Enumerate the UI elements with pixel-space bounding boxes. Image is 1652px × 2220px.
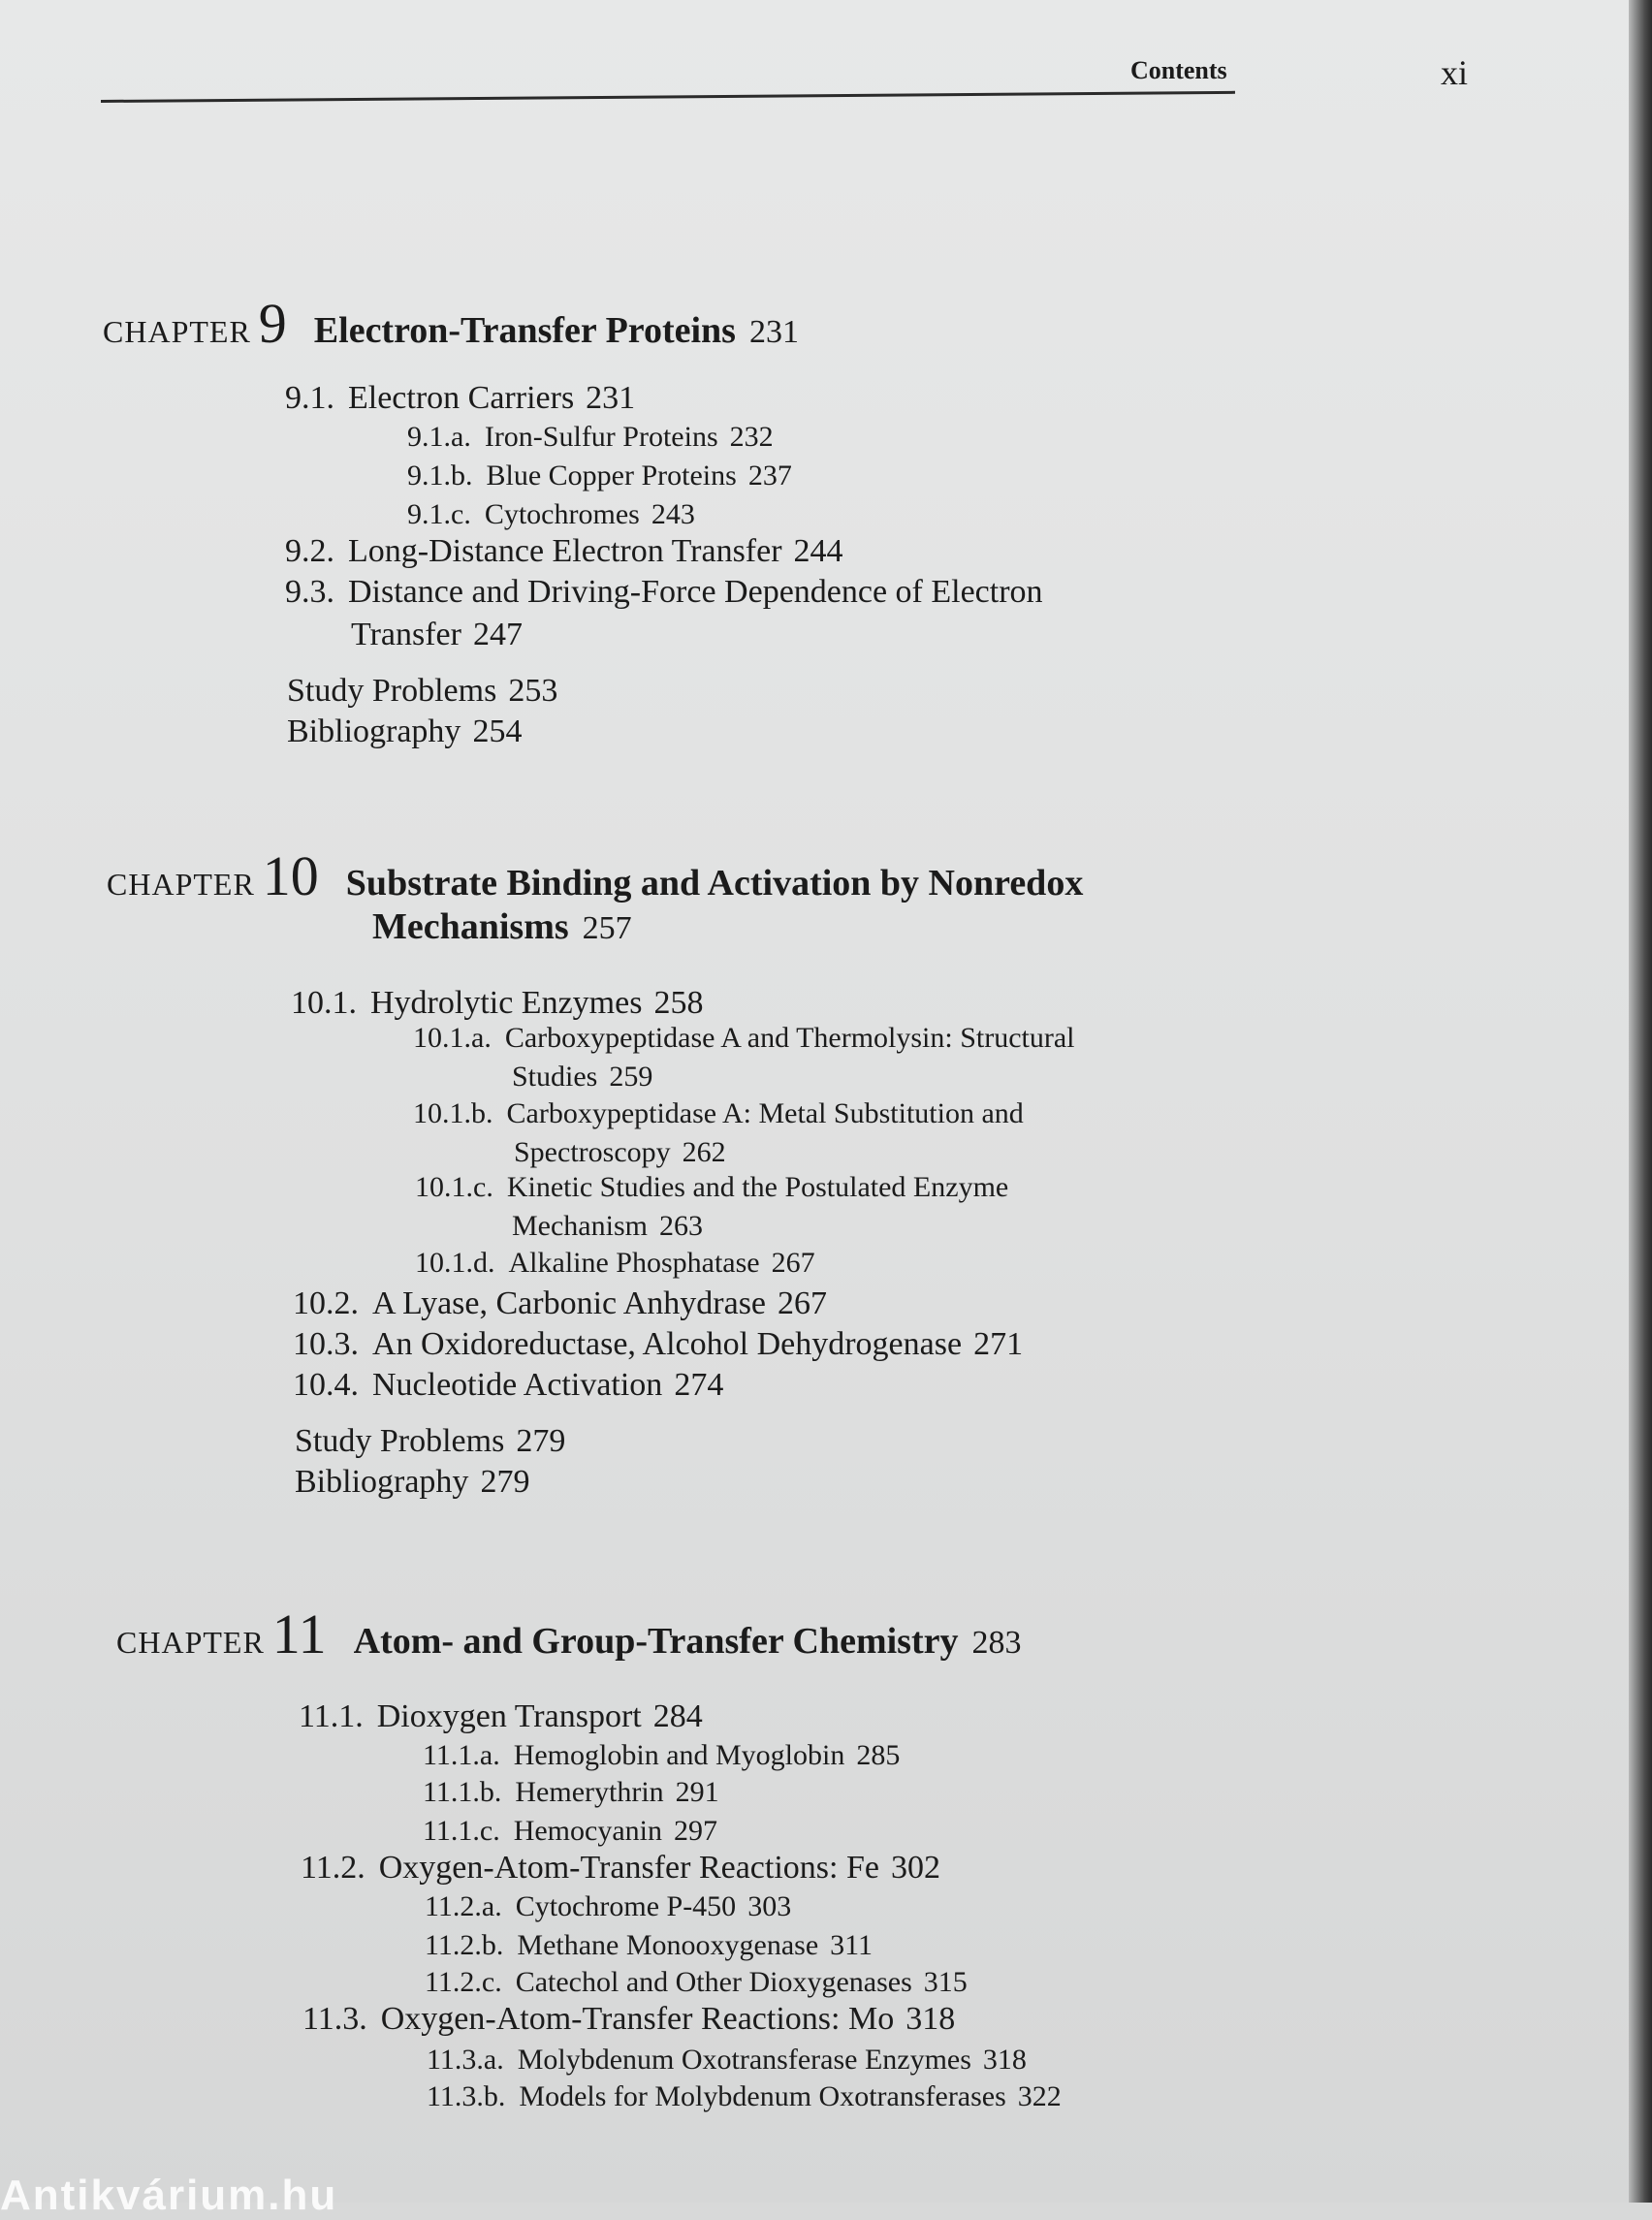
toc-subsection: 11.1.b. Hemerythrin 291	[423, 1776, 719, 1808]
toc-subsection-continuation: Mechanism 263	[512, 1210, 703, 1242]
toc-section-continuation: Transfer 247	[351, 617, 523, 652]
chapter-page: 283	[971, 1625, 1022, 1661]
toc-subsection: 10.1.c. Kinetic Studies and the Postulated Enzyme	[415, 1171, 1009, 1203]
toc-section: 11.2. Oxygen-Atom-Transfer Reactions: Fe 302	[301, 1850, 940, 1886]
toc-subsection: 9.1.c. Cytochromes 243	[407, 498, 695, 530]
chapter-page: 231	[748, 314, 799, 350]
toc-bibliography: Bibliography 279	[295, 1464, 530, 1500]
toc-section: 9.3. Distance and Driving-Force Dependence of Electron	[285, 574, 1043, 610]
toc-subsection: 11.2.b. Methane Monooxygenase 311	[425, 1929, 874, 1961]
running-header: Contents	[1130, 56, 1227, 84]
toc-section: 11.3. Oxygen-Atom-Transfer Reactions: Mo 318	[302, 2001, 956, 2037]
toc-subsection: 11.3.a. Molybdenum Oxotransferase Enzymes 318	[427, 2044, 1027, 2076]
chapter-label: CHAPTER	[116, 1625, 265, 1660]
toc-subsection: 11.2.a. Cytochrome P-450 303	[425, 1890, 792, 1922]
toc-section: 9.1. Electron Carriers 231	[285, 380, 636, 416]
toc-subsection: 9.1.a. Iron-Sulfur Proteins 232	[407, 421, 774, 453]
header-rule	[101, 91, 1235, 103]
watermark: Antikvárium.hu	[0, 2172, 338, 2219]
page-number: xi	[1441, 53, 1469, 92]
toc-study-problems: Study Problems 253	[287, 673, 558, 709]
chapter-title: Atom- and Group-Transfer Chemistry	[353, 1621, 959, 1662]
toc-section: 11.1. Dioxygen Transport 284	[299, 1698, 703, 1734]
chapter-heading	[116, 1602, 1021, 1666]
page-edge-shadow	[1629, 0, 1652, 2203]
chapter-heading	[107, 843, 1096, 908]
chapter-title: Electron-Transfer Proteins	[313, 310, 736, 351]
toc-subsection: 10.1.a. Carboxypeptidase A and Thermolysin: Structural	[413, 1022, 1075, 1054]
chapter-number: 9	[258, 292, 287, 355]
toc-section: 10.2. A Lyase, Carbonic Anhydrase 267	[293, 1285, 828, 1321]
toc-subsection: 11.1.a. Hemoglobin and Myoglobin 285	[423, 1739, 901, 1771]
toc-subsection-continuation: Spectroscopy 262	[514, 1136, 726, 1168]
toc-subsection-continuation: Studies 259	[512, 1061, 653, 1093]
toc-section: 9.2. Long-Distance Electron Transfer 244	[285, 533, 843, 569]
toc-study-problems: Study Problems 279	[295, 1423, 566, 1459]
toc-subsection: 10.1.d. Alkaline Phosphatase 267	[415, 1247, 815, 1279]
chapter-title-continuation: Mechanisms 257	[372, 906, 632, 947]
chapter-number: 10	[262, 844, 319, 907]
chapter-page: 257	[582, 910, 632, 946]
toc-section: 10.1. Hydrolytic Enzymes 258	[291, 985, 704, 1021]
toc-section: 10.3. An Oxidoreductase, Alcohol Dehydrogenase 271	[293, 1326, 1024, 1362]
toc-bibliography: Bibliography 254	[287, 714, 523, 749]
chapter-title: Substrate Binding and Activation by Nonredox	[345, 863, 1084, 904]
toc-subsection: 11.3.b. Models for Molybdenum Oxotransferases 322	[427, 2080, 1062, 2112]
chapter-heading	[103, 291, 799, 356]
toc-section: 10.4. Nucleotide Activation 274	[293, 1367, 724, 1403]
toc-subsection: 10.1.b. Carboxypeptidase A: Metal Substitution and	[413, 1097, 1024, 1129]
chapter-number: 11	[271, 1602, 327, 1665]
toc-subsection: 9.1.b. Blue Copper Proteins 237	[407, 460, 792, 492]
toc-subsection: 11.1.c. Hemocyanin 297	[423, 1815, 717, 1847]
chapter-label: CHAPTER	[107, 867, 255, 902]
toc-subsection: 11.2.c. Catechol and Other Dioxygenases 315	[425, 1966, 968, 1998]
chapter-label: CHAPTER	[103, 314, 251, 349]
